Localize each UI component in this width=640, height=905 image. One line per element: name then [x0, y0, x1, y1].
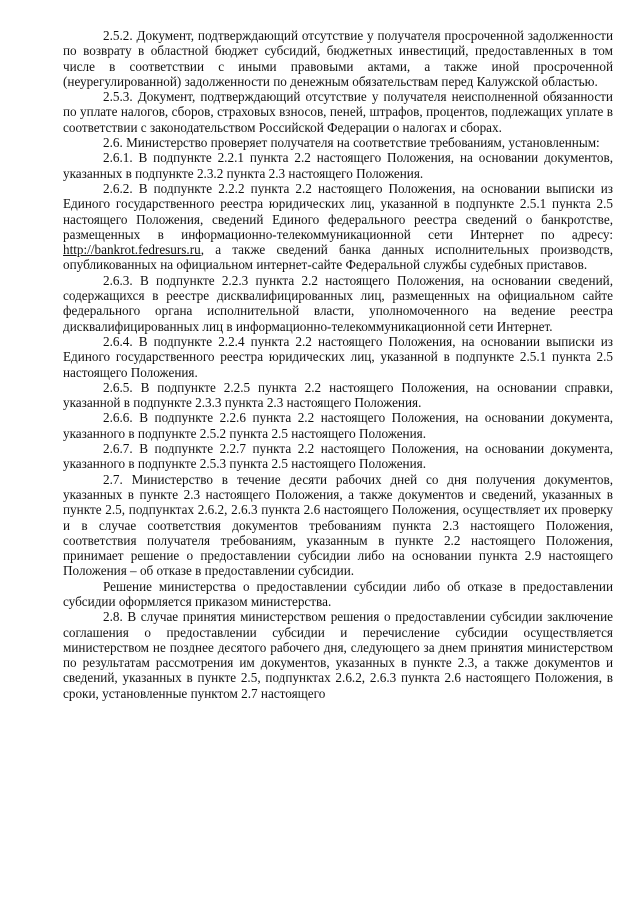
paragraph-2-6-2	[63, 181, 613, 273]
paragraph-2-6-1: 2.6.1. В подпункте 2.2.1 пункта 2.2 настоящего Положения, на основании документов, указанных в подпункте 2.3.2 пункта 2.3 настоящего Положения.	[63, 150, 613, 181]
document-page	[63, 28, 613, 701]
paragraph-2-6-4: 2.6.4. В подпункте 2.2.4 пункта 2.2 настоящего Положения, на основании выписки из Единого государственного реестра юридических лиц, указанной в подпункте 2.5.1 пункта 2.5 настоящего Положения.	[63, 333, 613, 380]
paragraph-2-6-2-text-start: 2.6.2. В подпункте 2.2.2 пункта 2.2 настоящего Положения, на основании выписки из Единого государственного реестра юридических лиц, указанной в подпункте 2.5.1 пункта 2.5 настоящего Положения, сведений Единого федерального реестра сведений о банкротстве, размещенных в информационно-телекоммуникационной сети Интернет по адресу:	[63, 180, 613, 242]
paragraph-2-6-6: 2.6.6. В подпункте 2.2.6 пункта 2.2 настоящего Положения, на основании документа, указанного в подпункте 2.5.2 пункта 2.5 настоящего Положения.	[63, 410, 613, 441]
paragraph-2-7: 2.7. Министерство в течение десяти рабочих дней со дня получения документов, указанных в пункте 2.3 настоящего Положения, а также документов и сведений, указанных в пункте 2.5, подпунктах 2.6.2, 2.6.3 пункта 2.6 настоящего Положения, осуществляет их проверку и в случае соответствия документов требованиям пункта 2.3 настоящего Положения, соответствия получателя требованиям, указанным в пункте 2.2 настоящего Положения, принимает решение о предоставлении субсидии либо на основании пункта 2.9 настоящего Положения – об отказе в предоставлении субсидии.	[63, 471, 613, 579]
paragraph-2-6: 2.6. Министерство проверяет получателя на соответствие требованиям, установленным:	[103, 135, 600, 151]
paragraph-decision: Решение министерства о предоставлении субсидии либо об отказе в предоставлении субсидии оформляется приказом министерства.	[63, 578, 613, 609]
paragraph-2-6-2-text-end: , а также сведений банка данных исполнительных производств, опубликованных на официальном интернет-сайте Федеральной службы судебных приставов.	[63, 242, 613, 273]
paragraph-2-5-3: 2.5.3. Документ, подтверждающий отсутствие у получателя неисполненной обязанности по уплате налогов, сборов, страховых взносов, пеней, штрафов, процентов, подлежащих уплате в соответствии с законодательством Российской Федерации о налогах и сборах.	[63, 89, 613, 135]
paragraph-2-6-7: 2.6.7. В подпункте 2.2.7 пункта 2.2 настоящего Положения, на основании документа, указанного в подпункте 2.5.3 пункта 2.5 настоящего Положения.	[63, 441, 613, 472]
bankrot-link[interactable]: http://bankrot.fedresurs.ru	[63, 242, 201, 258]
paragraph-2-8: 2.8. В случае принятия министерством решения о предоставлении субсидии заключение соглашения о предоставлении субсидии и перечисление субсидии осуществляется министерством не позднее десятого рабочего дня, следующего за днем принятия министерством по результатам рассмотрения им документов, указанных в пункте 2.3, а также документов и сведений, указанных в пункте 2.5, подпунктах 2.6.2, 2.6.3 пункта 2.6 настоящего Положения, в сроки, установленные пунктом 2.7 настоящего	[63, 609, 613, 701]
paragraph-2-6-3: 2.6.3. В подпункте 2.2.3 пункта 2.2 настоящего Положения, на основании сведений, содержащихся в реестре дисквалифицированных лиц, размещенных на официальном сайте федерального органа исполнительной власти, уполномоченного на ведение реестра дисквалифицированных лиц в информационно-телекоммуникационной сети Интернет.	[63, 272, 613, 334]
paragraph-2-5-2: 2.5.2. Документ, подтверждающий отсутствие у получателя просроченной задолженности по возврату в областной бюджет субсидий, бюджетных инвестиций, предоставленных в том числе в соответствии с иными правовыми актами, а также иной просроченной (неурегулированной) задолженности по денежным обязательствам перед Калужской областью.	[63, 28, 613, 89]
paragraph-2-6-5: 2.6.5. В подпункте 2.2.5 пункта 2.2 настоящего Положения, на основании справки, указанной в подпункте 2.3.3 пункта 2.3 настоящего Положения.	[63, 379, 613, 411]
